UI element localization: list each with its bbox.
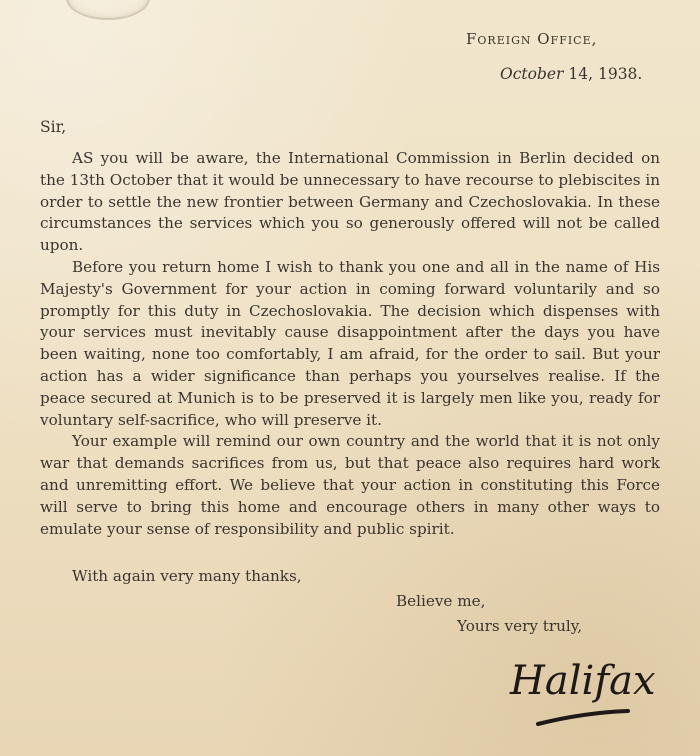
closing-thanks: With again very many thanks, bbox=[72, 567, 302, 585]
signature bbox=[500, 650, 680, 730]
date-month: October bbox=[500, 65, 564, 83]
paragraph-1: AS you will be aware, the International Commission in Berlin decided on the 13th October that it would be unnecessary to have recourse to plebiscites in order to settle the new frontier between Germany and Czechoslovakia. In these circumstances the services which you so generously offered will not be called upon. bbox=[40, 149, 660, 255]
signature-underline bbox=[538, 711, 628, 724]
closing-yours: Yours very truly, bbox=[457, 617, 583, 635]
letter-body bbox=[40, 148, 660, 540]
salutation: Sir, bbox=[40, 118, 67, 136]
signature-text: Halifax bbox=[510, 658, 656, 704]
signature-graphic bbox=[500, 650, 680, 730]
paragraph-2: Before you return home I wish to thank you one and all in the name of His Majesty's Government for your action in coming forward voluntarily and so promptly for this duty in Czechoslovakia. The decision which dispenses with your services must inevitably cause disappointment after the days you have been waiting, none too comfortably, I am afraid, for the order to sail. But your action has a wider significance than perhaps you yourselves realise. If the peace secured at Munich is to be preserved it is largely men like you, ready for voluntary self-sacrifice, who will preserve it. bbox=[40, 257, 660, 429]
letterhead-office: Foreign Office, bbox=[466, 30, 598, 48]
embossed-seal bbox=[66, 0, 150, 20]
closing-believe: Believe me, bbox=[396, 592, 486, 610]
paragraph-3: Your example will remind our own country and the world that it is not only war that demands sacrifices from us, but that peace also requires hard work and unremitting effort. We believe that your action in constituting this Force will serve to bring this home and encourage others in many other ways to emulate your sense of responsibility and public spirit. bbox=[40, 432, 660, 538]
date-day-year: 14, 1938. bbox=[568, 65, 643, 83]
letter-date bbox=[500, 65, 642, 83]
